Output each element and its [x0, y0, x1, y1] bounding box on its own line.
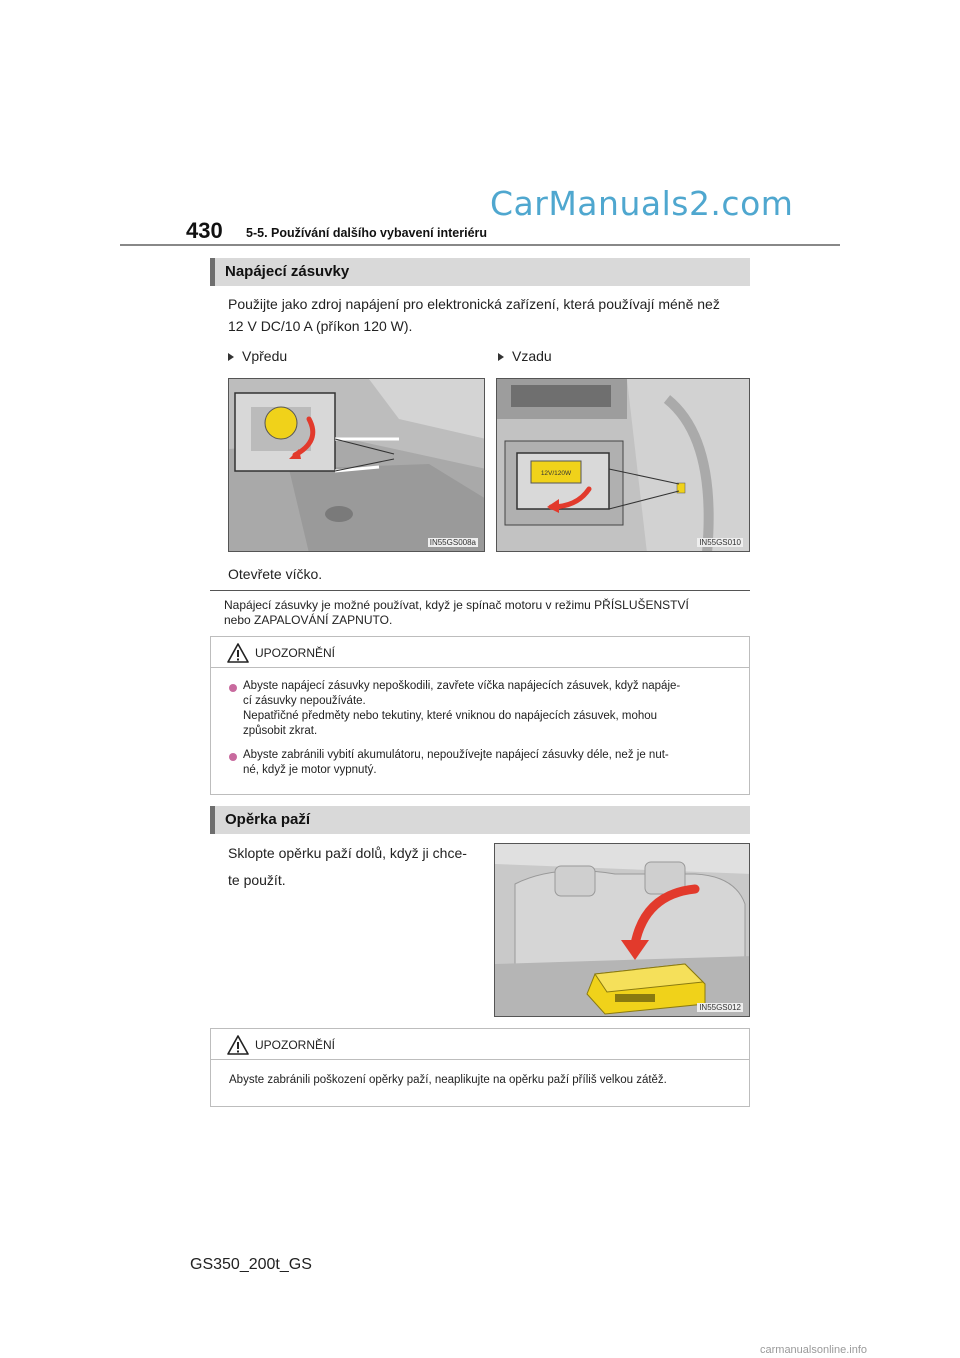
warning-item-2-line-1: Abyste zabránili vybití akumulátoru, nepoužívejte napájecí zásuvky déle, než je nut- — [243, 749, 669, 761]
warning-box-outlets — [210, 636, 750, 795]
watermark-bottom: carmanualsonline.info — [760, 1344, 868, 1356]
rear-image-code: IN55GS010 — [699, 538, 741, 547]
intro-line-2: 12 V DC/10 A (příkon 120 W). — [228, 318, 413, 334]
armrest-text-line-2: te použít. — [228, 872, 286, 888]
heading-armrest-text: Opěrka paží — [225, 811, 311, 828]
warning-box-armrest — [210, 1028, 750, 1107]
warning-header — [211, 637, 749, 668]
warning-title: UPOZORNĚNÍ — [255, 646, 336, 660]
warning-header — [211, 1029, 749, 1060]
rear-seat-armrest-illustration — [495, 844, 750, 1017]
caption-divider — [210, 590, 750, 591]
label-rear — [498, 345, 552, 367]
warning-item-2 — [243, 748, 745, 778]
rear-outlet-image — [496, 378, 750, 552]
warning-item-1-line-3: Nepatřičné předměty nebo tekutiny, které vniknou do napájecích zásuvek, mohou — [243, 710, 658, 722]
header-divider — [120, 244, 840, 246]
front-image-code: IN55GS008a — [429, 538, 476, 547]
armrest-text-line-1: Sklopte opěrku paží dolů, když ji chce- — [228, 845, 467, 861]
footer-model-code: GS350_200t_GS — [190, 1256, 312, 1273]
warning-item-1 — [243, 679, 745, 739]
label-rear-text: Vzadu — [512, 348, 552, 364]
page-number: 430 — [186, 218, 223, 243]
front-console-illustration — [229, 379, 485, 552]
warning-armrest-text: Abyste zabránili poškození opěrky paží, neaplikujte na opěrku paží příliš velkou zátěž. — [229, 1074, 667, 1086]
label-front-text: Vpředu — [242, 348, 288, 364]
usage-note-line-2: nebo ZAPALOVÁNÍ ZAPNUTO. — [224, 613, 393, 627]
rear-console-illustration — [497, 379, 750, 552]
armrest-text — [228, 840, 478, 894]
bullet-dot-icon — [229, 753, 237, 761]
section-title: 5-5. Používání dalšího vybavení interiéru — [246, 226, 488, 240]
socket-label: 12V/120W — [540, 470, 572, 477]
intro-line-1: Použijte jako zdroj napájení pro elektronická zařízení, která používají méně než — [228, 296, 720, 312]
warning-item-1-line-1: Abyste napájecí zásuvky nepoškodili, zavřete víčka napájecích zásuvek, když napáje- — [243, 680, 681, 692]
usage-note — [224, 598, 750, 628]
bullet-dot-icon — [229, 684, 237, 692]
triangle-bullet-icon — [228, 353, 234, 361]
warning-triangle-icon — [227, 1035, 249, 1055]
intro-text — [228, 293, 748, 337]
triangle-bullet-icon — [498, 353, 504, 361]
heading-power-outlets-text: Napájecí zásuvky — [225, 263, 350, 280]
watermark-logo: CarManuals2.com — [490, 184, 794, 223]
warning-item-2-line-2: né, když je motor vypnutý. — [243, 764, 377, 776]
warning-item-1-line-2: cí zásuvky nepoužíváte. — [243, 695, 366, 707]
usage-note-line-1: Napájecí zásuvky je možné používat, když je spínač motoru v režimu PŘÍSLUŠENSTVÍ — [224, 598, 689, 612]
warning-title: UPOZORNĚNÍ — [255, 1038, 336, 1052]
warning-item-1-line-4: způsobit zkrat. — [243, 725, 318, 737]
warning-triangle-icon — [227, 643, 249, 663]
heading-power-outlets — [210, 258, 750, 286]
front-outlet-image — [228, 378, 485, 552]
heading-armrest — [210, 806, 750, 834]
armrest-image — [494, 843, 750, 1017]
label-front — [228, 345, 287, 367]
open-lid-caption: Otevřete víčko. — [228, 566, 323, 582]
armrest-image-code: IN55GS012 — [699, 1003, 741, 1012]
